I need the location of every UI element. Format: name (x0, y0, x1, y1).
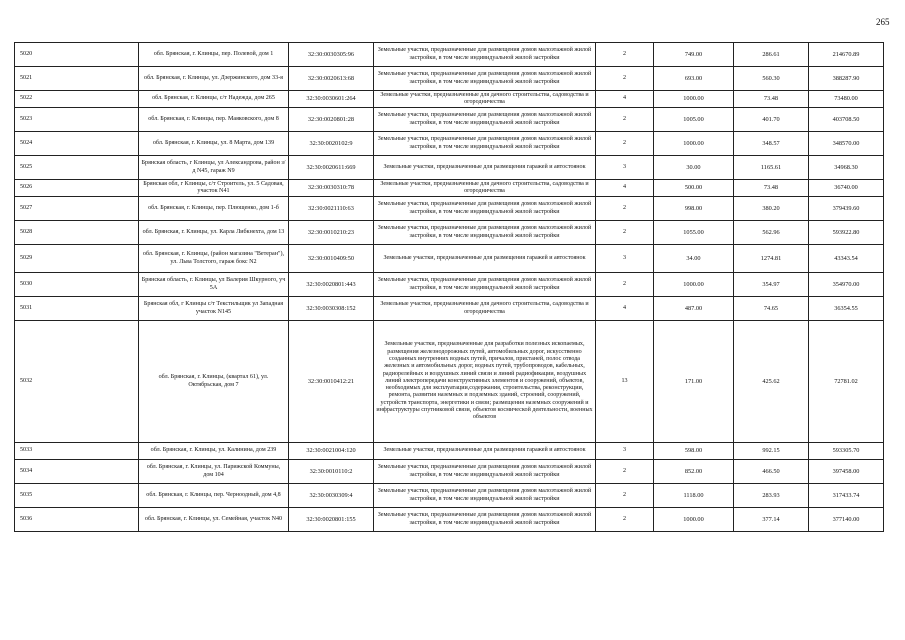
table-row (15, 67, 884, 91)
cell-area: 749.00 (654, 43, 734, 67)
cell-cadastral-number: 32:30:0020801:155 (289, 508, 374, 532)
cell-area: 1000.00 (654, 132, 734, 156)
cell-address: обл. Брянская, г. Клинцы, ул. Карла Либкнехта, дом 13 (139, 221, 289, 245)
cell-area: 693.00 (654, 67, 734, 91)
cell-land-use: Земельные участки, предназначенные для разработки полезных ископаемых, размещения железнодорожных путей, автомобильных дорог, искусственно созданных внутренних водных путей, причалов, пристаней, полос отвода железных и автомобильных дорог, водных путей, трубопроводов, кабельных, радиорелейных и воздушных линий связи и линий радиофикации, воздушных линий электропередачи конструктивных элементов и сооружений, объектов, необходимых для эксплуатации,содержания, строительства, реконструкции, ремонта, развития наземных и подземных зданий, строений, сооружений, устройств транспорта, энергетики и связи; размещения наземных сооружений и инфраструктуры спутниковой связи, объектов космической деятельности, военных объектов (374, 321, 596, 443)
cell-use-code: 2 (596, 273, 654, 297)
cell-use-code: 4 (596, 91, 654, 108)
cell-use-code: 2 (596, 43, 654, 67)
cell-cadastral-number: 32:30:0021004:120 (289, 443, 374, 460)
table-row (15, 273, 884, 297)
cell-row-number: 5027 (15, 197, 139, 221)
page-number: 265 (876, 17, 890, 27)
cell-row-number: 5021 (15, 67, 139, 91)
cell-specific-value: 466.50 (734, 460, 809, 484)
cell-land-use: Земельные участки, предназначенные для размещения гаражей и автостоянок (374, 156, 596, 180)
cell-address: Брянская обл, г Клинцы, с/т Строитель, ул. 5 Садовая, участок N41 (139, 180, 289, 197)
table-row (15, 321, 884, 443)
cell-cadastral-value: 593922.80 (809, 221, 884, 245)
cell-cadastral-number: 32:30:0021110:63 (289, 197, 374, 221)
cell-land-use: Земельные участки, предназначенные для размещения домов малоэтажной жилой застройки, в том числе индивидуальной жилой застройки (374, 108, 596, 132)
cell-specific-value: 348.57 (734, 132, 809, 156)
cell-specific-value: 354.97 (734, 273, 809, 297)
cell-land-use: Земельные участки, предназначенные для размещения домов малоэтажной жилой застройки, в том числе индивидуальной жилой застройки (374, 273, 596, 297)
cell-address: обл. Брянская, г. Клинцы, (квартал 61), ул. Октябрьская, дом 7 (139, 321, 289, 443)
cell-land-use: Земельные участки, предназначенные для размещения домов малоэтажной жилой застройки, в том числе индивидуальной жилой застройки (374, 132, 596, 156)
cell-row-number: 5026 (15, 180, 139, 197)
cell-row-number: 5025 (15, 156, 139, 180)
cell-address: обл. Брянская, г. Клинцы, пер. Маяковского, дом 8 (139, 108, 289, 132)
cell-area: 598.00 (654, 443, 734, 460)
cell-use-code: 2 (596, 221, 654, 245)
cell-address: обл. Брянская, г. Клинцы, ул. Парижской Коммуны, дом 104 (139, 460, 289, 484)
cell-use-code: 3 (596, 156, 654, 180)
cell-use-code: 3 (596, 443, 654, 460)
cell-specific-value: 992.15 (734, 443, 809, 460)
table-row (15, 197, 884, 221)
cell-specific-value: 560.30 (734, 67, 809, 91)
cell-cadastral-number: 32:30:0030305:96 (289, 43, 374, 67)
cell-cadastral-value: 377140.00 (809, 508, 884, 532)
cell-area: 171.00 (654, 321, 734, 443)
cell-specific-value: 73.48 (734, 180, 809, 197)
table-row (15, 156, 884, 180)
cell-specific-value: 74.65 (734, 297, 809, 321)
cell-row-number: 5033 (15, 443, 139, 460)
cell-row-number: 5028 (15, 221, 139, 245)
table-row (15, 460, 884, 484)
cell-row-number: 5034 (15, 460, 139, 484)
cell-address: обл. Брянская, г. Клинцы, пер. Черноодный, дом 4,8 (139, 484, 289, 508)
cell-land-use: Земельные участки, предназначенные для размещения домов малоэтажной жилой застройки, в том числе индивидуальной жилой застройки (374, 460, 596, 484)
cell-row-number: 5035 (15, 484, 139, 508)
cell-address: Брянская область, г Клинцы, ул Александрова, район з/д N45, гараж N9 (139, 156, 289, 180)
cell-area: 487.00 (654, 297, 734, 321)
cell-land-use: Земельные участки, предназначенные для дачного строительства, садоводства и огородничества (374, 180, 596, 197)
cell-use-code: 3 (596, 245, 654, 273)
table-row (15, 443, 884, 460)
cell-cadastral-number: 32:30:0010409:50 (289, 245, 374, 273)
cell-use-code: 2 (596, 484, 654, 508)
table-row (15, 108, 884, 132)
cell-cadastral-number: 32:30:0020613:68 (289, 67, 374, 91)
cell-address: обл. Брянская, г. Клинцы, (район магазина "Ветеран"), ул. Льва Толстого, гараж бокс N2 (139, 245, 289, 273)
cell-area: 1118.00 (654, 484, 734, 508)
cell-cadastral-number: 32:30:0030601:264 (289, 91, 374, 108)
cell-land-use: Земельные участки, предназначенные для размещения домов малоэтажной жилой застройки, в том числе индивидуальной жилой застройки (374, 484, 596, 508)
cell-cadastral-number: 32:30:0010412:21 (289, 321, 374, 443)
cell-specific-value: 377.14 (734, 508, 809, 532)
cell-row-number: 5024 (15, 132, 139, 156)
cell-address: обл. Брянская, г. Клинцы, с/т Надежда, дом 265 (139, 91, 289, 108)
cell-area: 1000.00 (654, 91, 734, 108)
cell-use-code: 2 (596, 67, 654, 91)
table-row (15, 43, 884, 67)
cell-address: обл. Брянская, г. Клинцы, ул. Дзержинского, дом 33-я (139, 67, 289, 91)
cell-specific-value: 401.70 (734, 108, 809, 132)
cell-land-use: Земельные участки, предназначенные для дачного строительства, садоводства и огородничества (374, 91, 596, 108)
cell-area: 1005.00 (654, 108, 734, 132)
cell-area: 30.00 (654, 156, 734, 180)
cell-row-number: 5031 (15, 297, 139, 321)
cell-specific-value: 562.96 (734, 221, 809, 245)
cell-cadastral-value: 36354.55 (809, 297, 884, 321)
cell-cadastral-value: 354970.00 (809, 273, 884, 297)
cell-specific-value: 283.93 (734, 484, 809, 508)
cell-address: обл. Брянская, г. Клинцы, ул. Семейная, участок N40 (139, 508, 289, 532)
cell-cadastral-value: 43343.54 (809, 245, 884, 273)
cell-land-use: Земельные участки, предназначенные для размещения гаражей и автостоянок (374, 443, 596, 460)
cell-area: 1055.00 (654, 221, 734, 245)
cell-cadastral-value: 73480.00 (809, 91, 884, 108)
cell-cadastral-value: 34968.30 (809, 156, 884, 180)
cell-address: Брянская область, г. Клинцы, ул Валерия Шкурного, уч 5А (139, 273, 289, 297)
cell-address: обл. Брянская, г. Клинцы, пер. Полевой, дом 1 (139, 43, 289, 67)
cell-cadastral-number: 32:30:0030309:4 (289, 484, 374, 508)
table-row (15, 297, 884, 321)
cell-cadastral-value: 397458.00 (809, 460, 884, 484)
cell-cadastral-number: 32:30:0020102:9 (289, 132, 374, 156)
cell-address: обл. Брянская, г. Клинцы, пер. Плющенко, дом 1-б (139, 197, 289, 221)
cell-cadastral-number: 32:30:0020801:28 (289, 108, 374, 132)
cell-use-code: 4 (596, 297, 654, 321)
cell-row-number: 5029 (15, 245, 139, 273)
cell-use-code: 13 (596, 321, 654, 443)
cell-cadastral-number: 32:30:0030308:152 (289, 297, 374, 321)
cell-area: 998.00 (654, 197, 734, 221)
cell-area: 1000.00 (654, 273, 734, 297)
cell-cadastral-value: 388287.90 (809, 67, 884, 91)
cell-cadastral-value: 403708.50 (809, 108, 884, 132)
cell-cadastral-value: 593305.70 (809, 443, 884, 460)
cell-use-code: 2 (596, 132, 654, 156)
cell-row-number: 5036 (15, 508, 139, 532)
cell-area: 500.00 (654, 180, 734, 197)
cell-specific-value: 380.20 (734, 197, 809, 221)
cell-cadastral-value: 379439.60 (809, 197, 884, 221)
cell-cadastral-number: 32:30:0020611:669 (289, 156, 374, 180)
land-registry-table (14, 42, 884, 532)
cell-cadastral-number: 32:30:0020801:443 (289, 273, 374, 297)
cell-cadastral-value: 72781.02 (809, 321, 884, 443)
cell-specific-value: 425.62 (734, 321, 809, 443)
cell-address: обл. Брянская, г. Клинцы, ул. Калинина, дом 239 (139, 443, 289, 460)
cell-area: 1000.00 (654, 508, 734, 532)
cell-cadastral-value: 214670.89 (809, 43, 884, 67)
cell-specific-value: 73.48 (734, 91, 809, 108)
cell-cadastral-value: 36740.00 (809, 180, 884, 197)
table-row (15, 132, 884, 156)
cell-use-code: 2 (596, 197, 654, 221)
cell-land-use: Земельные участки, предназначенные для размещения домов малоэтажной жилой застройки, в том числе индивидуальной жилой застройки (374, 67, 596, 91)
cell-row-number: 5020 (15, 43, 139, 67)
cell-specific-value: 1165.61 (734, 156, 809, 180)
cell-cadastral-number: 32:30:0030310:78 (289, 180, 374, 197)
table-row (15, 180, 884, 197)
cell-cadastral-number: 32:30:0010210:23 (289, 221, 374, 245)
cell-row-number: 5023 (15, 108, 139, 132)
cell-use-code: 2 (596, 508, 654, 532)
cell-row-number: 5022 (15, 91, 139, 108)
cell-land-use: Земельные участки, предназначенные для дачного строительства, садоводства и огородничества (374, 297, 596, 321)
cell-specific-value: 286.61 (734, 43, 809, 67)
cell-land-use: Земельные участки, предназначенные для размещения домов малоэтажной жилой застройки, в том числе индивидуальной жилой застройки (374, 221, 596, 245)
cell-use-code: 2 (596, 108, 654, 132)
cell-address: Брянская обл, г Клинцы с/т Текстильщик ул Западная участок N145 (139, 297, 289, 321)
cell-address: обл. Брянская, г. Клинцы, ул. 8 Марта, дом 139 (139, 132, 289, 156)
cell-cadastral-value: 317433.74 (809, 484, 884, 508)
table-row (15, 245, 884, 273)
cell-cadastral-number: 32:30:0010110:2 (289, 460, 374, 484)
table-row (15, 484, 884, 508)
cell-area: 34.00 (654, 245, 734, 273)
table-row (15, 221, 884, 245)
cell-row-number: 5032 (15, 321, 139, 443)
cell-specific-value: 1274.81 (734, 245, 809, 273)
cell-use-code: 4 (596, 180, 654, 197)
cell-row-number: 5030 (15, 273, 139, 297)
cell-area: 852.00 (654, 460, 734, 484)
cell-cadastral-value: 348570.00 (809, 132, 884, 156)
cell-land-use: Земельные участки, предназначенные для размещения домов малоэтажной жилой застройки, в том числе индивидуальной жилой застройки (374, 43, 596, 67)
cell-use-code: 2 (596, 460, 654, 484)
cell-land-use: Земельные участки, предназначенные для размещения домов малоэтажной жилой застройки, в том числе индивидуальной жилой застройки (374, 197, 596, 221)
cell-land-use: Земельные участки, предназначенные для размещения гаражей и автостоянок (374, 245, 596, 273)
table-row (15, 91, 884, 108)
table-row (15, 508, 884, 532)
cell-land-use: Земельные участки, предназначенные для размещения домов малоэтажной жилой застройки, в том числе индивидуальной жилой застройки (374, 508, 596, 532)
